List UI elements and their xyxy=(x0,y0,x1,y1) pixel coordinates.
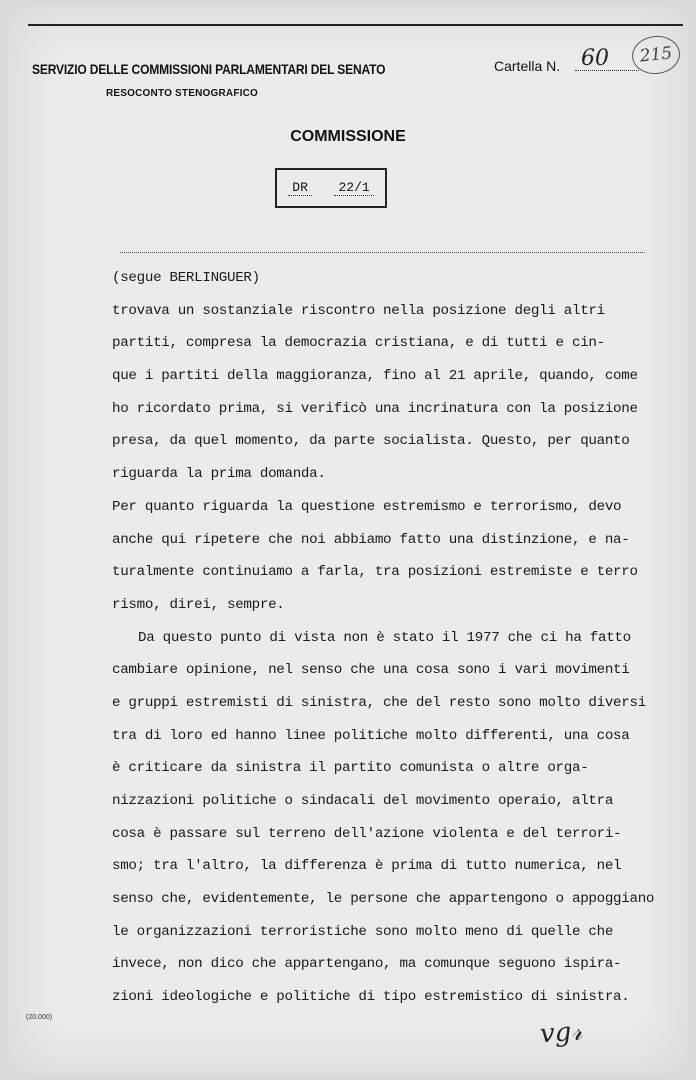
code-box-code: DR xyxy=(288,180,312,196)
dotted-divider xyxy=(120,252,645,253)
text-line: è criticare da sinistra il partito comunista o altre orga- xyxy=(112,760,589,777)
text-line: Per quanto riguarda la questione estremismo e terrorismo, devo xyxy=(112,498,622,515)
text-line: invece, non dico che appartengano, ma comunque seguono ispira- xyxy=(112,956,622,973)
text-line: partiti, compresa la democrazia cristiana, e di tutti e cin- xyxy=(112,335,605,352)
text-line: presa, da quel momento, da parte socialista. Questo, per quanto xyxy=(112,433,630,450)
text-line: e gruppi estremisti di sinistra, che del resto sono molto diversi xyxy=(112,694,646,711)
top-rule xyxy=(28,24,683,26)
text-line: zioni ideologiche e politiche di tipo estremistico di sinistra. xyxy=(112,989,630,1006)
transcript-body xyxy=(112,262,672,1014)
code-box xyxy=(275,168,387,208)
text-line: (segue BERLINGUER) xyxy=(112,270,260,286)
text-line: ho ricordato prima, si verificò una incrinatura con la posizione xyxy=(112,400,638,417)
text-line: riguarda la prima domanda. xyxy=(112,466,326,483)
page-number-stamp: 215 xyxy=(630,34,682,77)
text-line: cambiare opinione, nel senso che una cosa sono i vari movimenti xyxy=(112,662,630,679)
text-line: turalmente continuiamo a farla, tra posizioni estremiste e terro xyxy=(112,564,638,581)
text-line: tra di loro ed hanno linee politiche molto differenti, una cosa xyxy=(112,727,630,744)
text-line: que i partiti della maggioranza, fino al 21 aprile, quando, come xyxy=(112,368,638,385)
text-line: senso che, evidentemente, le persone che appartengono o appoggiano xyxy=(112,891,655,908)
text-line: Da questo punto di vista non è stato il 1977 che ci ha fatto xyxy=(138,629,631,646)
text-line: cosa è passare sul terreno dell'azione violenta e del terrori- xyxy=(112,825,622,842)
text-line: nizzazioni politiche o sindacali del movimento operaio, altra xyxy=(112,793,614,809)
subtitle-heading: RESOCONTO STENOGRAFICO xyxy=(106,88,259,99)
cartella-number: 60 xyxy=(575,46,639,71)
text-line: smo; tra l'altro, la differenza è prima di tutto numerica, nel xyxy=(112,858,622,875)
text-line: rismo, direi, sempre. xyxy=(112,596,285,613)
code-box-number: 22/1 xyxy=(334,180,373,196)
text-line: anche qui ripetere che noi abbiamo fatto una distinzione, e na- xyxy=(112,531,630,548)
form-code: (20.000) xyxy=(26,1014,53,1021)
page-title: COMMISSIONE xyxy=(290,128,406,145)
handwritten-initials: vg𝓇 xyxy=(538,1016,584,1050)
text-line: le organizzazioni terroristiche sono molto meno di quelle che xyxy=(112,923,614,940)
cartella-label: Cartella N. xyxy=(494,58,561,74)
text-line: trovava un sostanziale riscontro nella posizione degli altri xyxy=(112,302,605,319)
institution-heading: SERVIZIO DELLE COMMISSIONI PARLAMENTARI DEL SENATO xyxy=(32,61,386,77)
